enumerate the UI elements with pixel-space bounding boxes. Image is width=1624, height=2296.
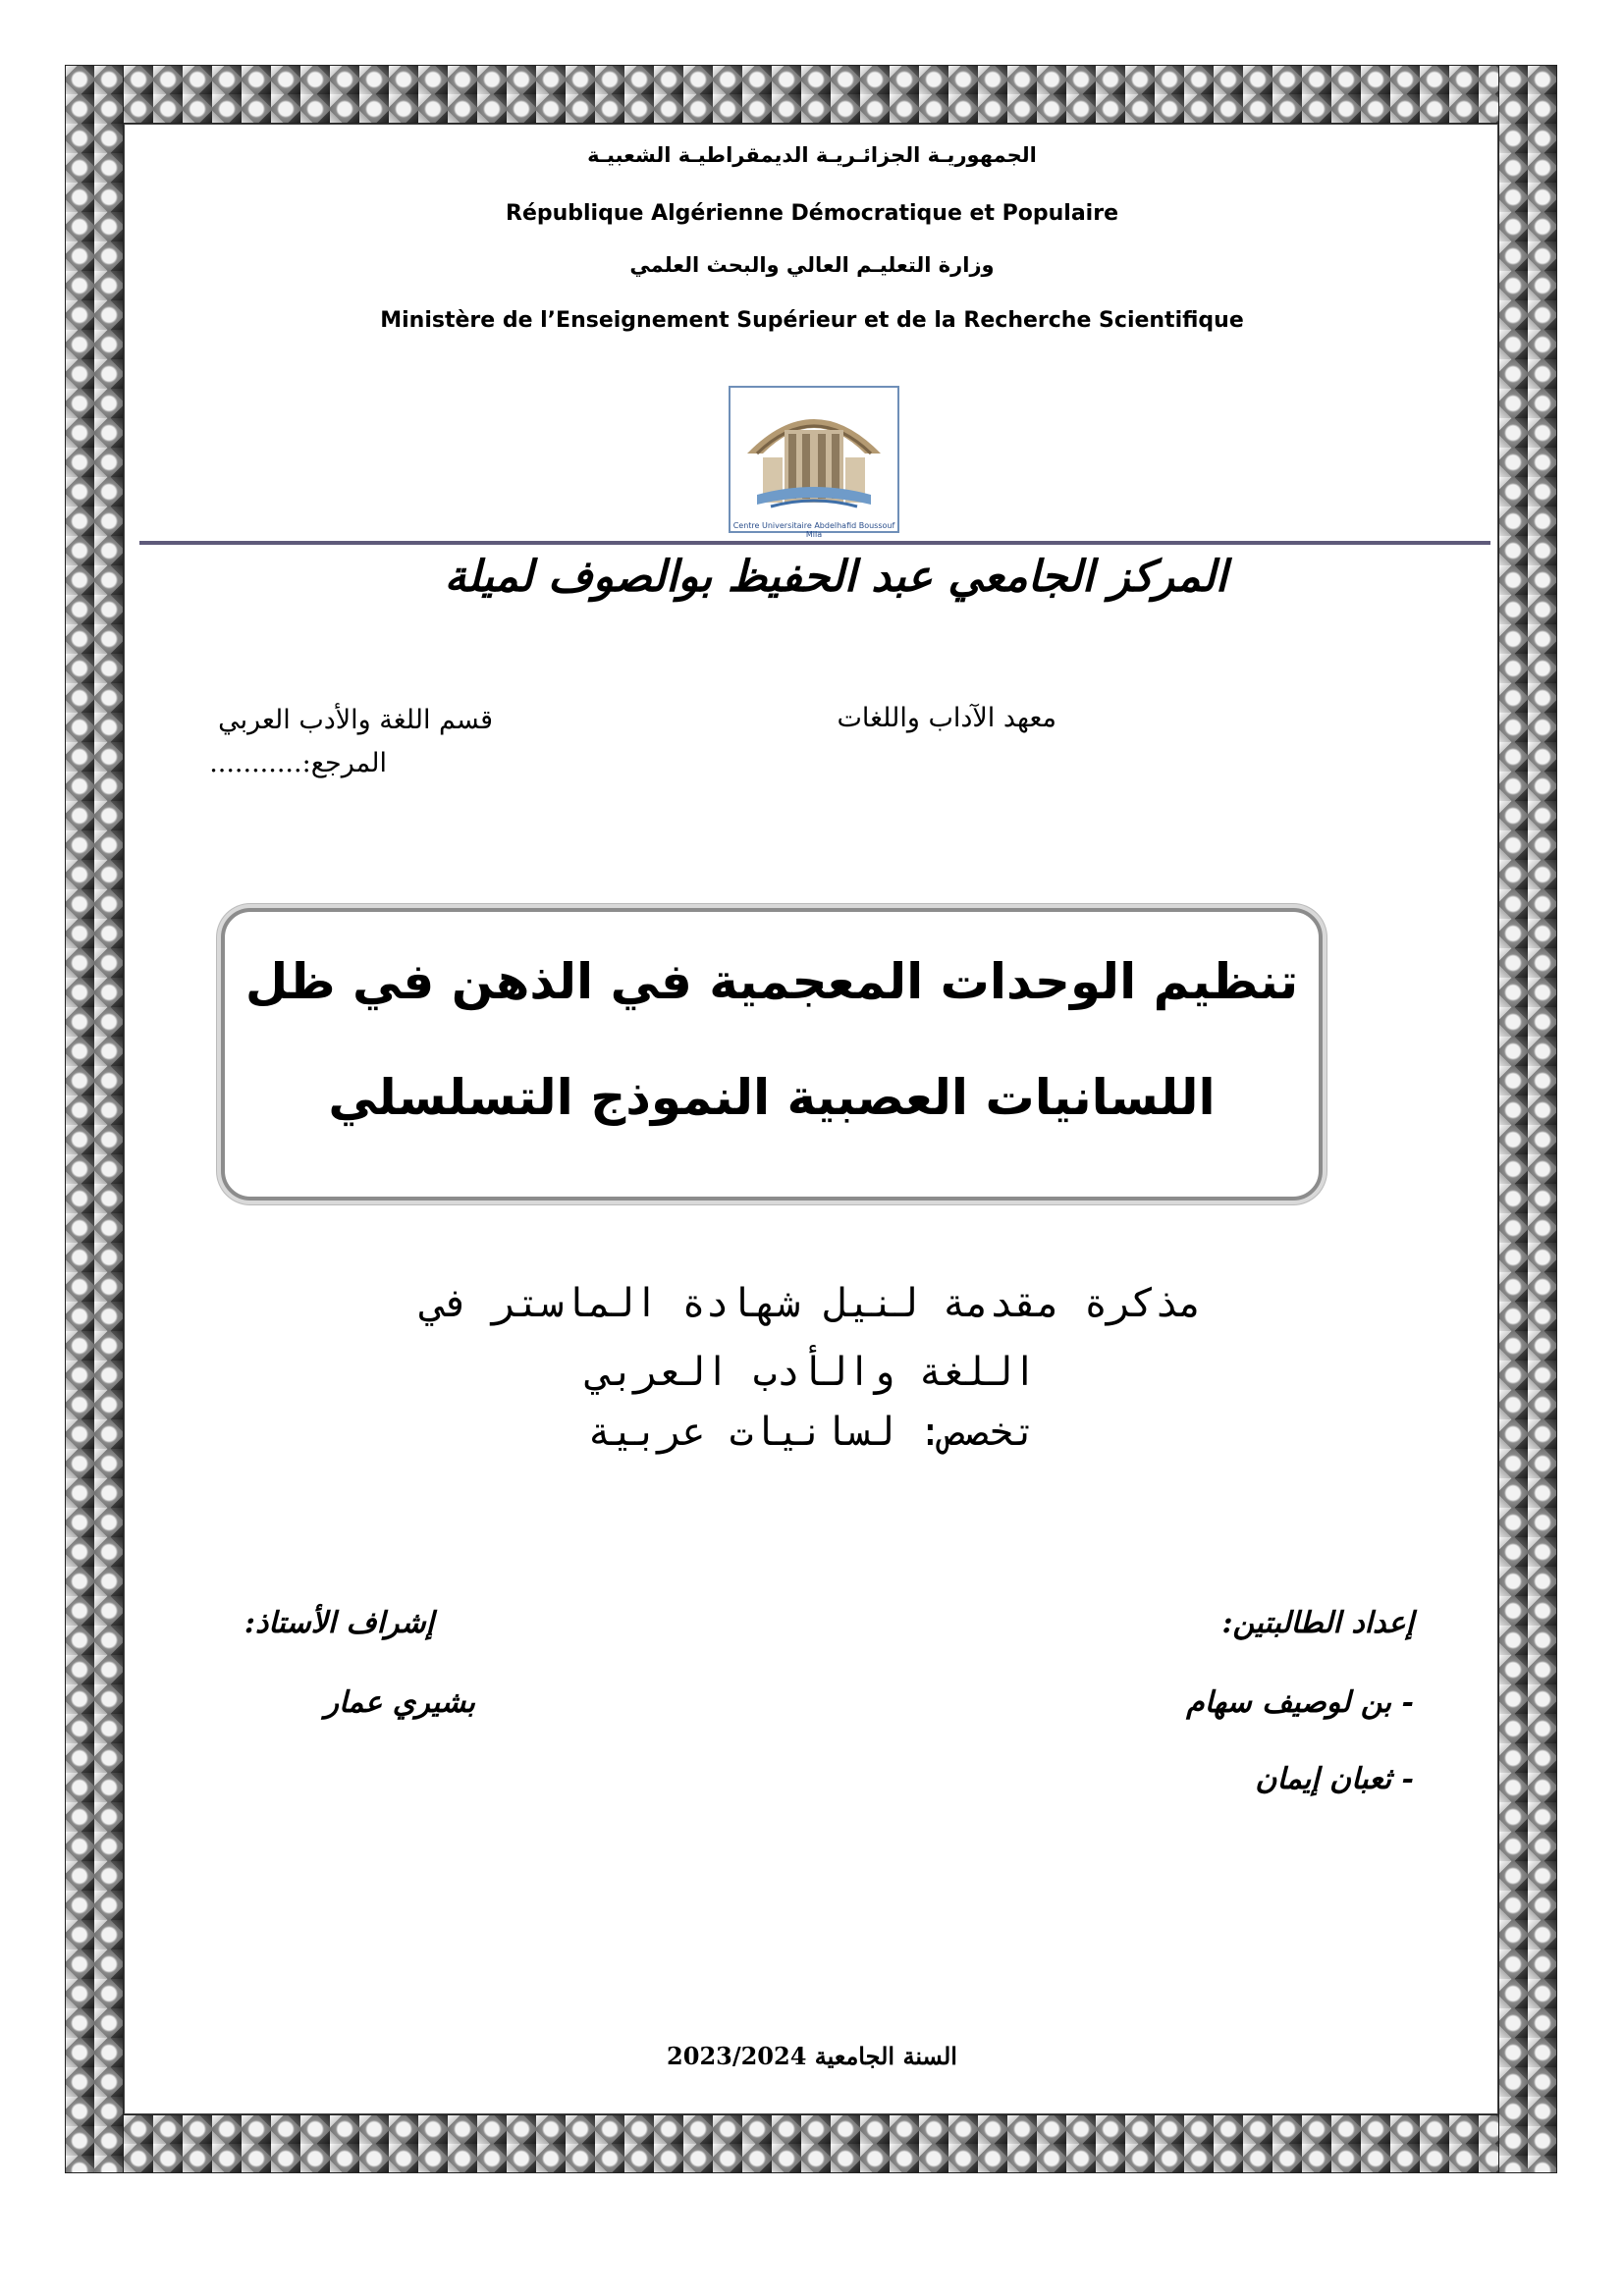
- republic-french: République Algérienne Démocratique et Populaire: [506, 201, 1118, 226]
- university-name: المركز الجامعي عبد الحفيظ بوالصوف لميلة: [444, 552, 1227, 602]
- reference-field: المرجع:...........: [209, 748, 387, 778]
- thesis-title-box: [221, 908, 1323, 1201]
- academic-year: السنة الجامعية 2023/2024: [667, 2042, 957, 2070]
- memo-line-2: اللغة والأدب العربي: [587, 1350, 1037, 1395]
- institute-name: معهد الآداب واللغات: [837, 703, 1056, 733]
- memo-specialty: تخصص: لسانيات عربية: [587, 1410, 1037, 1455]
- border-frame-right: [1498, 65, 1557, 2173]
- header-divider: [139, 541, 1490, 545]
- department-name: قسم اللغة والأدب العربي: [218, 705, 493, 735]
- memo-line-1: مذكرة مقدمة لنيل شهادة الماستر في: [421, 1281, 1203, 1326]
- students-heading: إعداد الطالبتين:: [1221, 1606, 1414, 1640]
- republic-arabic: الجمهوريـة الجزائـريـة الديمقراطيـة الشعبيـة: [587, 143, 1037, 167]
- student-name-1: - بن لوصيف سهام: [1186, 1685, 1414, 1720]
- border-frame-left: [65, 65, 124, 2173]
- thesis-title-line-2: اللسانيات العصبية النموذج التسلسلي: [328, 1069, 1216, 1126]
- student-name-2: - ثعبان إيمان: [1255, 1762, 1414, 1796]
- border-frame-top: [65, 65, 1557, 124]
- thesis-title-line-1: تنظيم الوحدات المعجمية في الذهن في ظل: [244, 953, 1299, 1010]
- border-frame-bottom: [65, 2114, 1557, 2173]
- supervisor-name: بشيري عمار: [324, 1685, 475, 1720]
- ministry-french: Ministère de l’Enseignement Supérieur et de la Recherche Scientifique: [380, 308, 1244, 333]
- logo-caption: Centre Universitaire Abdelhafid Boussouf Mila: [732, 521, 895, 539]
- supervisor-heading: إشراف الأستاذ:: [244, 1606, 434, 1640]
- ministry-arabic: وزارة التعليـم العالي والبحث العلمي: [629, 253, 995, 277]
- university-building-logo-icon: [728, 385, 900, 534]
